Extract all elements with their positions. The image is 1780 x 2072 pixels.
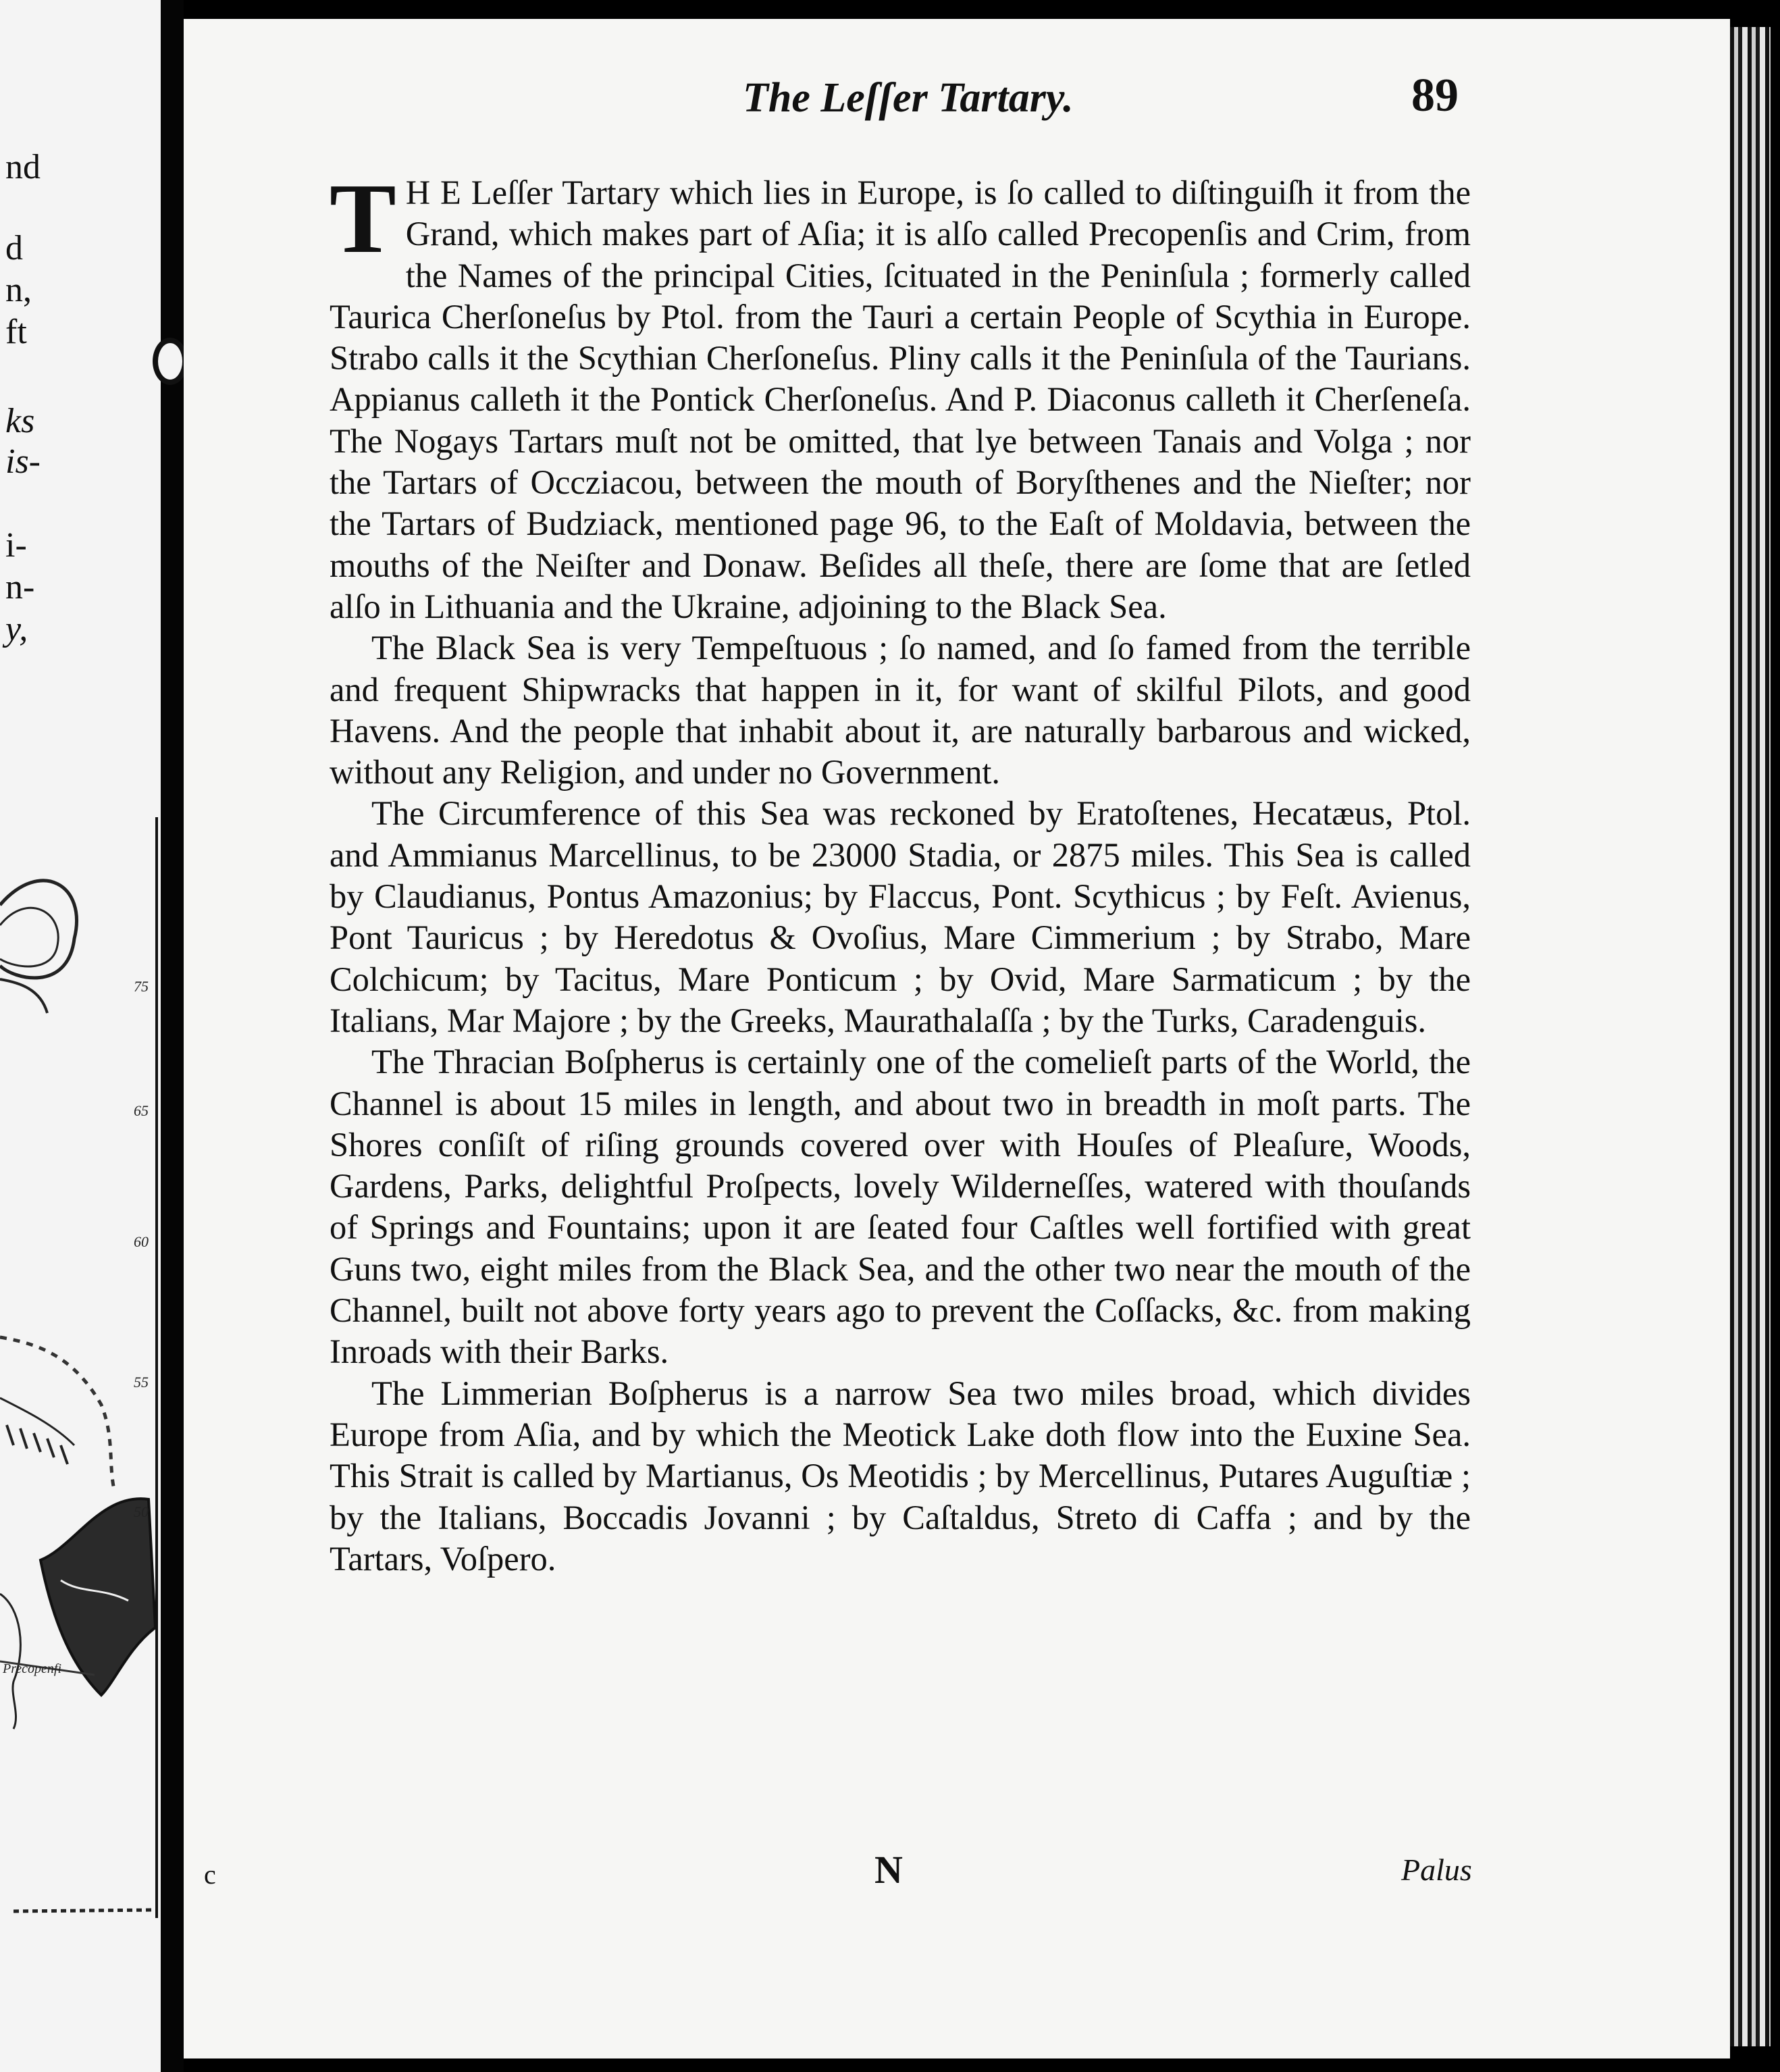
page-number: 89: [1411, 70, 1459, 122]
left-fragment: y,: [5, 610, 28, 648]
paragraph: The Limmerian Boſpherus is a narrow Sea two miles broad, which divides Europe from Aſia, and by which the Meotick Lake doth flow into the Euxine Sea. This Strait is called by Martianus, Os Meotidis ; by Mercellinus, Putares Auguſtiæ ; by the Italians, Boccadis Jovanni ; by Caſtaldus, Streto di Caffa ; and by the Tartars, Voſpero.: [330, 1374, 1471, 1578]
paragraph: [330, 163, 1471, 627]
margin-mark: c: [204, 1859, 216, 1890]
left-fragment: ks: [5, 402, 35, 440]
left-fragment: n,: [5, 271, 32, 309]
catchword: Palus: [1401, 1853, 1472, 1887]
left-fragment: n-: [5, 568, 35, 606]
map-tick: 50: [134, 1503, 149, 1520]
running-title: The Leſſer Tartary.: [743, 75, 1074, 121]
left-fragment: is-: [5, 442, 41, 481]
map-label: Precopenfi: [3, 1661, 62, 1676]
page-edges: [1730, 27, 1771, 2046]
paragraph: The Circumference of this Sea was reckoned by Eratoſtenes, Hecatæus, Ptol. and Ammianus Marcellinus, to be 23000 Stadia, or 2875 miles. This Sea is called by Claudianus, Pontus Amazonius; by Flaccus, Pont. Scythicus ; by Feſt. Avienus, Pont Tauricus ; by Heredotus & Ovoſius, Mare Cimmerium ; by Strabo, Mare Colchicum; by Tacitus, Mare Ponticum ; by Ovid, Mare Sarmaticum ; by the Italians, Mar Majore ; by the Greeks, Maurathalaſſa ; by the Turks, Caradenguis.: [330, 794, 1471, 1039]
page-header: [743, 70, 1553, 128]
page-gutter: [161, 0, 184, 2072]
signature-mark: N: [874, 1848, 903, 1892]
left-fragment: i-: [5, 526, 27, 565]
map-tick: 75: [134, 978, 149, 995]
paragraph: The Thracian Boſpherus is certainly one of the comelieſt parts of the World, the Channel is about 15 miles in length, and about two in breadth in moſt parts. The Shores conſiſt of riſing grounds covered over with Houſes of Pleaſure, Woods, Gardens, Parks, delightful Proſpects, lovely Wilderneſſes, watered with thouſands of Springs and Fountains; upon it are ſeated four Caſtles well fortified with great Guns two, eight miles from the Black Sea, and the other two near the mouth of the Channel, built not above forty years ago to prevent the Coſſacks, &c. from making Inroads with their Barks.: [330, 1043, 1471, 1371]
left-fragment: nd: [5, 148, 41, 186]
map-tick: 55: [134, 1374, 149, 1391]
paragraph-text: H E Leſſer Tartary which lies in Europe, is ſo called to diſtinguiſh it from the Grand, which makes part of Aſia; it is alſo called Precopenſis and Crim, from the Names of the principal Cities, ſcituated in the Peninſula ; formerly called Taurica Cherſoneſus by Ptol. from the Tauri a certain People of Scythia in Europe. Strabo calls it the Scythian Cherſoneſus. Pliny calls it the Peninſula of the Taurians. Appianus calleth it the Pontick Cherſoneſus. And P. Diaconus calleth it Cherſeneſa. The Nogays Tartars muſt not be omitted, that lye between Tanais and Volga ; nor the Tartars of Occziacou, between the mouth of Boryſthenes and the Nieſter; nor the Tartars of Budziack, mentioned page 96, to the Eaſt of Moldavia, between the mouths of the Neiſter and Donaw. Beſides all theſe, there are ſome that are ſetled alſo in Lithuania and the Ukraine, adjoining to the Black Sea.: [330, 174, 1471, 625]
map-tick: 65: [134, 1102, 149, 1119]
drop-cap: T: [330, 163, 396, 274]
paragraph: The Black Sea is very Tempeſtuous ; ſo named, and ſo famed from the terrible and frequent Shipwracks that happen in it, for want of skilful Pilots, and good Havens. And the people that inhabit about it, are naturally barbarous and wicked, without any Religion, and under no Government.: [330, 629, 1471, 792]
binding-ring: [153, 338, 188, 385]
map-tick: 60: [134, 1233, 149, 1250]
left-facing-page: [0, 0, 161, 2072]
left-fragment: d: [5, 229, 23, 267]
left-fragment: ft: [5, 313, 27, 351]
body-text: [330, 163, 1471, 1580]
